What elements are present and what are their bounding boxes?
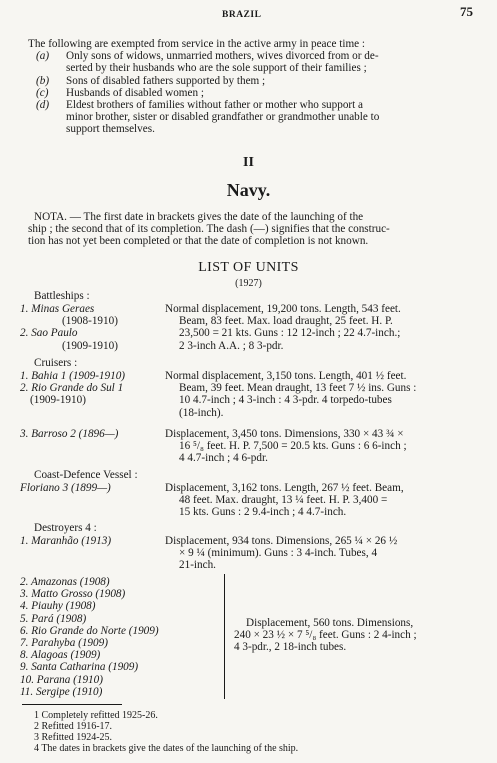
list-item: 3. Matto Grosso (1908) xyxy=(20,588,126,601)
list-item: 6. Rio Grande do Norte (1909) xyxy=(20,624,159,637)
section-number: II xyxy=(243,155,254,170)
desc-line: 15 kts. Guns : 2 9.4-inch ; 4 4.7-inch. xyxy=(179,506,347,519)
desc-line: 23,500 = 21 kts. Guns : 12 12-inch ; 22 4.7-inch.; xyxy=(179,327,401,340)
note-line: NOTA. — The first date in brackets gives the date of the launching of the xyxy=(34,211,364,223)
section-title: Navy. xyxy=(226,180,271,200)
destroyer-list xyxy=(20,576,159,698)
list-item: 9. Santa Catharina (1909) xyxy=(20,661,139,674)
desc-line: 240 × 23 ½ × 7 ⁵/₈ feet. Guns : 2 4-inch ; xyxy=(234,629,417,642)
exemption-line: support themselves. xyxy=(66,123,155,136)
exemptions-intro: The following are exempted from service in the active army in peace time : xyxy=(28,38,366,50)
barroso-desc xyxy=(165,428,485,465)
list-item: 8. Alagoas (1909) xyxy=(20,649,101,662)
ship-entry: 1. Minas Geraes xyxy=(20,303,95,315)
desc-line: 4 4.7-inch ; 4 6-pdr. xyxy=(179,452,268,465)
desc-line: × 9 ¼ (minimum). Guns : 3 4-inch. Tubes, 4 xyxy=(179,547,378,560)
desc-line: Displacement, 934 tons. Dimensions, 265 ¼ × 26 ½ xyxy=(165,535,398,547)
list-item: 4. Piauhy (1908) xyxy=(20,600,96,613)
desc-line: 10 4.7-inch ; 4 3-inch : 4 3-pdr. 4 torpedo-tubes xyxy=(179,394,392,407)
ship-floriano: Floriano 3 (1899—) xyxy=(20,482,111,494)
desc-line: Normal displacement, 19,200 tons. Length, 543 feet. xyxy=(165,303,401,315)
exemption-line: Only sons of widows, unmarried mothers, wives divorced from or de- xyxy=(66,50,379,62)
footnote: 1 Completely refitted 1925-26. xyxy=(34,710,158,721)
desc-line: Displacement, 3,162 tons. Length, 267 ½ feet. Beam, xyxy=(165,482,404,494)
destroyers-heading: Destroyers 4 : xyxy=(34,522,97,534)
floriano-desc xyxy=(165,482,485,519)
desc-line: Beam, 83 feet. Max. load draught, 25 feet. H. P. xyxy=(179,315,393,328)
list-item: 5. Pará (1908) xyxy=(20,612,87,625)
ship-maranhao: 1. Maranhão (1913) xyxy=(20,535,112,547)
desc-line: Displacement, 3,450 tons. Dimensions, 330 × 43 ¾ × xyxy=(165,428,404,440)
desc-line: 4 3-pdr., 2 18-inch tubes. xyxy=(234,641,347,654)
battleships-heading: Battleships : xyxy=(34,290,90,302)
desc-line: 2 3-inch A.A. ; 8 3-pdr. xyxy=(179,339,284,352)
footnote: 2 Refitted 1916-17. xyxy=(34,721,113,732)
desc-line: 16 ⁵/₈ feet. H. P. 7,500 = 20.5 kts. Guns : 6 6-inch ; xyxy=(179,440,407,453)
list-item: 2. Amazonas (1908) xyxy=(20,576,110,588)
cruisers-heading: Cruisers : xyxy=(34,357,78,369)
desc-line: Beam, 39 feet. Mean draught, 13 feet 7 ½ ins. Guns : xyxy=(179,382,417,395)
exemption-mark: (c) xyxy=(36,87,49,99)
cruisers-ships xyxy=(20,370,125,407)
running-head: BRAZIL xyxy=(222,10,262,20)
cruisers-desc xyxy=(165,370,485,419)
exemption-line: serted by their husbands who are the sole support of their families ; xyxy=(66,62,367,75)
desc-line: (18-inch). xyxy=(179,406,224,419)
ship-entry: 1. Bahia 1 (1909-1910) xyxy=(20,370,126,382)
list-item: 7. Parahyba (1909) xyxy=(20,637,108,650)
battleships-desc xyxy=(165,303,485,352)
destroyer-list-desc xyxy=(234,617,484,654)
footnote: 3 Refitted 1924-25. xyxy=(34,732,113,743)
footnote: 4 The dates in brackets give the dates of the launching of the ship. xyxy=(34,743,299,754)
page-number: 75 xyxy=(460,4,473,19)
exemption-line: Husbands of disabled women ; xyxy=(66,87,204,99)
grouping-bracket xyxy=(220,574,225,699)
exemption-line: Eldest brothers of families without father or mother who support a xyxy=(66,99,364,111)
list-item: 11. Sergipe (1910) xyxy=(20,685,103,698)
footnotes xyxy=(34,710,298,754)
exemption-mark: (b) xyxy=(36,75,50,87)
ship-dates: (1909-1910) xyxy=(30,394,86,407)
ship-dates: (1908-1910) xyxy=(62,315,118,328)
ship-entry: 2. Sao Paulo xyxy=(20,327,78,340)
exemption-line: Sons of disabled fathers supported by them ; xyxy=(66,75,266,87)
note xyxy=(28,211,483,248)
desc-line: Displacement, 560 tons. Dimensions, xyxy=(246,617,414,629)
coast-defence-heading: Coast-Defence Vessel : xyxy=(34,469,138,481)
list-item: 10. Parana (1910) xyxy=(20,673,103,686)
ship-entry: 2. Rio Grande do Sul 1 xyxy=(20,382,124,395)
cruiser-barroso: 3. Barroso 2 (1896—) xyxy=(20,428,119,440)
units-title: LIST OF UNITS xyxy=(198,260,299,275)
footnote-rule xyxy=(22,704,122,705)
ship-dates: (1909-1910) xyxy=(62,339,118,352)
desc-line: 21-inch. xyxy=(179,559,216,572)
exemption-mark: (d) xyxy=(36,99,50,111)
desc-line: 48 feet. Max. draught, 13 ¼ feet. H. P. 3,400 = xyxy=(179,494,388,507)
maranhao-desc xyxy=(165,535,485,572)
exemption-mark: (a) xyxy=(36,50,50,62)
battleships-ships xyxy=(20,303,118,352)
units-year: (1927) xyxy=(235,278,262,289)
desc-line: Normal displacement, 3,150 tons. Length, 401 ½ feet. xyxy=(165,370,407,382)
note-line: ship ; the second that of its completion. The dash (—) signifies that the construc- xyxy=(28,223,390,236)
exemption-line: minor brother, sister or disabled grandfather or grandmother unable to xyxy=(66,111,380,124)
note-line: tion has not yet been completed or that the date of completion is not known. xyxy=(28,235,369,248)
